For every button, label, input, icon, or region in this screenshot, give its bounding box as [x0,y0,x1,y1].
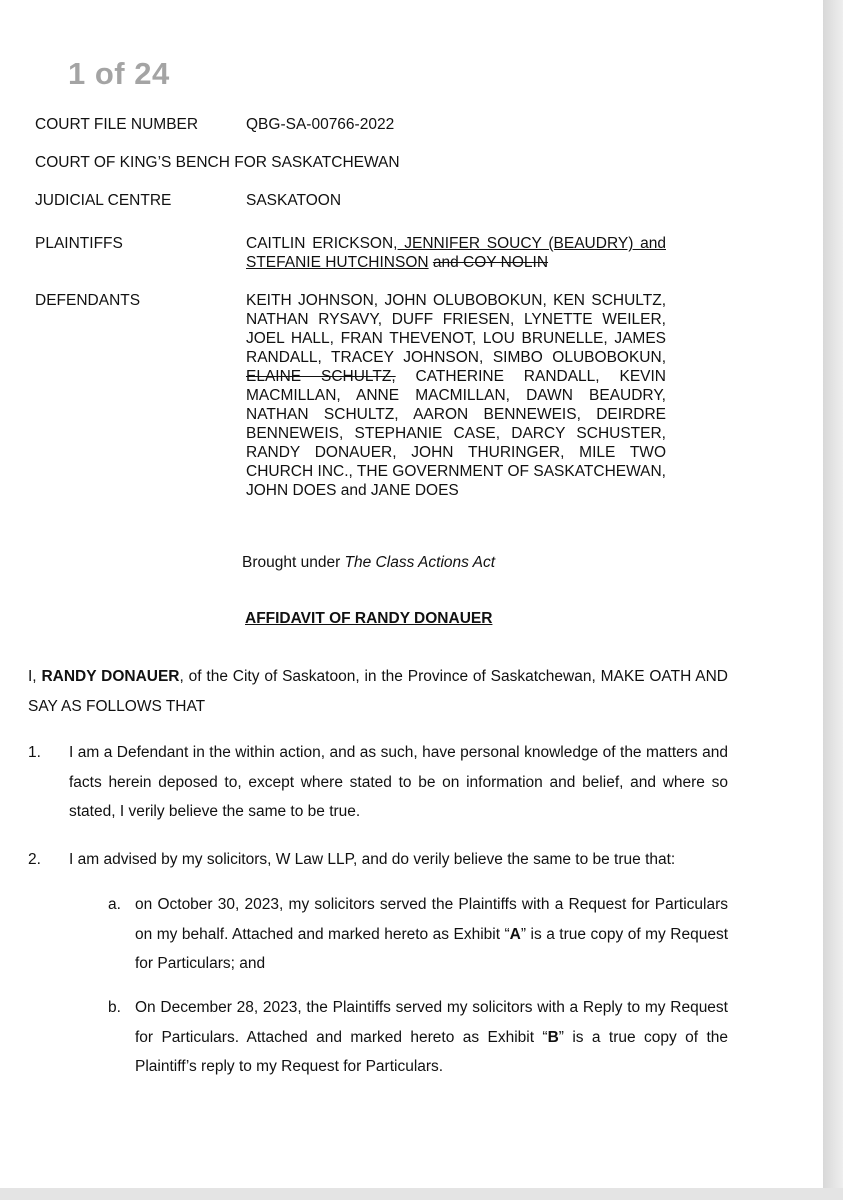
defendants-struck: ELAINE SCHULTZ, [246,368,396,385]
defendants-list [246,291,666,500]
judicial-centre-value: SASKATOON [246,192,342,209]
plaintiffs-original: CAITLIN ERICKSON [246,235,394,252]
plaintiffs-struck: and COY NOLIN [432,254,549,271]
court-name: COURT OF KING’S BENCH FOR SASKATCHEWAN [35,154,400,171]
exhibit-letter: B [547,1028,559,1046]
intro-prefix: I, [28,668,42,685]
plaintiffs-label: PLAINTIFFS [35,235,123,252]
defendants-label: DEFENDANTS [35,292,141,309]
paragraph-number: 1. [28,744,41,761]
deponent-name: RANDY DONAUER [41,668,180,685]
intro-rest: , of the City of Saskatoon, in the Province of Saskatchewan, MAKE OATH AND SAY AS FOLLOWS THAT [28,668,728,715]
plaintiffs-added: , JENNIFER SOUCY (BEAUDRY) and STEFANIE HUTCHINSON [246,235,666,271]
subparagraph-text-before: on October 30, 2023, my solicitors served the Plaintiffs with a Request for Particulars on my behalf. Attached and marked hereto as Exhibit “ [135,896,728,943]
paragraph-text: I am a Defendant in the within action, and as such, have personal knowledge of the matters and facts herein deposed to, except where stated to be on information and belief, and where so stated, I verily believe the same to be true. [69,744,728,820]
court-file-number-label: COURT FILE NUMBER [35,116,199,133]
affidavit-title: AFFIDAVIT OF RANDY DONAUER [245,610,493,627]
subparagraph-text-after: ” is a true copy of the Plaintiff’s reply to my Request for Particulars. [135,1028,728,1075]
act-name: The Class Actions Act [344,554,496,571]
subparagraph-letter: a. [108,896,121,913]
page-shadow [0,1188,843,1200]
brought-under-prefix: Brought under [242,554,345,571]
paragraph-number: 2. [28,851,41,868]
judicial-centre-label: JUDICIAL CENTRE [35,192,172,209]
plaintiffs-list [246,234,666,272]
defendants-part-2: CATHERINE RANDALL, KEVIN MACMILLAN, ANNE MACMILLAN, DAWN BEAUDRY, NATHAN SCHULTZ, AARON BENNEWEIS, DEIRDRE BENNEWEIS, STEPHANIE CASE, DARCY SCHUSTER, RANDY DONAUER, JOHN THURINGER, MILE TWO CHURCH INC., THE GOVERNMENT OF SASKATCHEWAN, JOHN DOES and JANE DOES [246,368,666,499]
court-file-number-value: QBG-SA-00766-2022 [246,116,395,133]
scrollbar-track[interactable] [823,0,843,1200]
subparagraph-text [135,890,728,979]
brought-under-line [242,554,495,572]
subparagraph-text [135,993,728,1082]
page-indicator: 1 of 24 [68,56,170,91]
paragraph-text: I am advised by my solicitors, W Law LLP, and do verily believe the same to be true that: [69,851,676,868]
subparagraph-text-after: ” is a true copy of my Request for Particulars; and [135,925,729,972]
intro-paragraph [28,662,728,721]
subparagraph-letter: b. [108,999,121,1016]
exhibit-letter: A [509,925,521,943]
defendants-part-1: KEITH JOHNSON, JOHN OLUBOBOKUN, KEN SCHULTZ, NATHAN RYSAVY, DUFF FRIESEN, LYNETTE WEILER, JOEL HALL, FRAN THEVENOT, LOU BRUNELLE, JAMES RANDALL, TRACEY JOHNSON, SIMBO OLUBOBOKUN, [246,292,666,366]
subparagraph-text-before: On December 28, 2023, the Plaintiffs served my solicitors with a Reply to my Request for Particulars. Attached and marked hereto as Exhibit “ [135,999,728,1046]
